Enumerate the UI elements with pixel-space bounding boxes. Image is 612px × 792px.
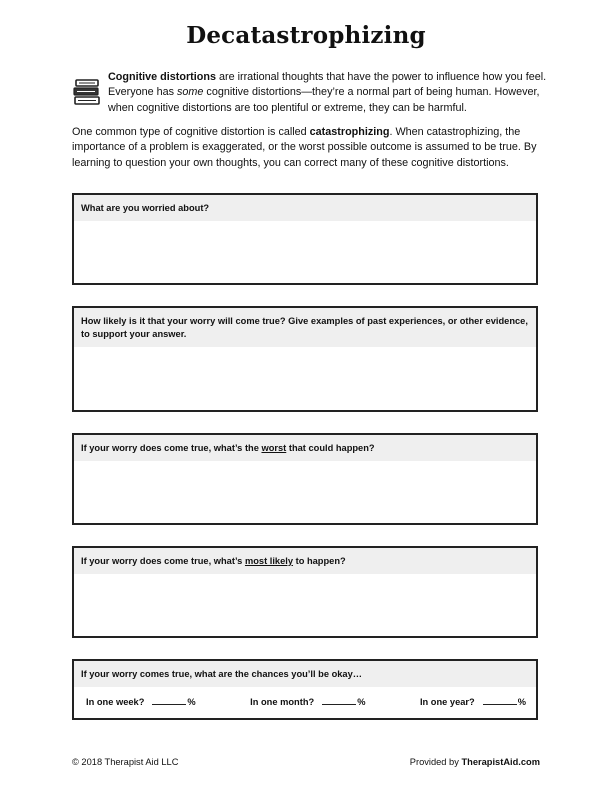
question-box-likelihood <box>72 306 538 412</box>
footer-provided-by <box>410 757 540 767</box>
para-term: catastrophizing <box>309 126 390 138</box>
para-after: . When catastrophizing, the importance of a problem is exaggerated, or the worst possible outcome is assumed to be true. By learning to question your own thoughts, you can correct many of these cognitive distortions. <box>72 126 537 169</box>
question-box-worst <box>72 433 538 525</box>
chance-month-blank[interactable] <box>322 696 356 705</box>
intro-text-part1: are irrational thoughts that have the power to influence how you feel. Everyone has <box>108 71 547 99</box>
intro-text <box>108 70 548 116</box>
question-worst-before: If your worry does come true, what’s the <box>81 443 262 453</box>
books-icon <box>73 79 101 105</box>
para-before: One common type of cognitive distortion is called <box>72 126 310 138</box>
chance-year-unit: % <box>517 697 526 707</box>
footer-copyright: © 2018 Therapist Aid LLC <box>72 757 179 767</box>
question-most-likely-before: If your worry does come true, what’s <box>81 556 245 566</box>
intro-text-part2: cognitive distortions—they’re a normal part of being human. However, when cognitive distortions are too plentiful or extreme, they can be harmful. <box>108 86 540 114</box>
chance-month-label: In one month? <box>250 697 315 707</box>
question-chances: If your worry comes true, what are the chances you’ll be okay… <box>74 661 536 687</box>
chance-week <box>86 696 196 707</box>
question-most-likely-underlined: most likely <box>244 556 294 566</box>
chance-month <box>250 696 365 707</box>
intro-emphasis: some <box>177 86 204 99</box>
question-worst <box>74 435 536 461</box>
page-title: Decatastrophizing <box>186 22 426 49</box>
question-worry: What are you worried about? <box>74 195 536 221</box>
chance-year-blank[interactable] <box>483 696 517 705</box>
question-box-chances <box>72 659 538 720</box>
footer-site-link[interactable]: TherapistAid.com <box>461 757 540 767</box>
question-likelihood: How likely is it that your worry will come true? Give examples of past experiences, or other evidence, to support your answer. <box>74 308 536 347</box>
chance-year <box>420 696 526 707</box>
question-most-likely-after: to happen? <box>293 556 346 566</box>
catastrophizing-paragraph <box>72 125 546 171</box>
question-box-worry <box>72 193 538 285</box>
question-worst-after: that could happen? <box>286 443 375 453</box>
question-most-likely <box>74 548 536 574</box>
chance-week-blank[interactable] <box>152 696 186 705</box>
chance-month-unit: % <box>357 697 366 707</box>
question-box-most-likely <box>72 546 538 638</box>
footer-provided-label: Provided by <box>409 757 462 767</box>
chance-year-label: In one year? <box>419 697 475 707</box>
intro-term: Cognitive distortions <box>108 71 216 83</box>
chances-row <box>74 687 536 707</box>
question-worst-underlined: worst <box>261 443 287 453</box>
chance-week-label: In one week? <box>86 697 145 707</box>
chance-week-unit: % <box>187 697 196 707</box>
